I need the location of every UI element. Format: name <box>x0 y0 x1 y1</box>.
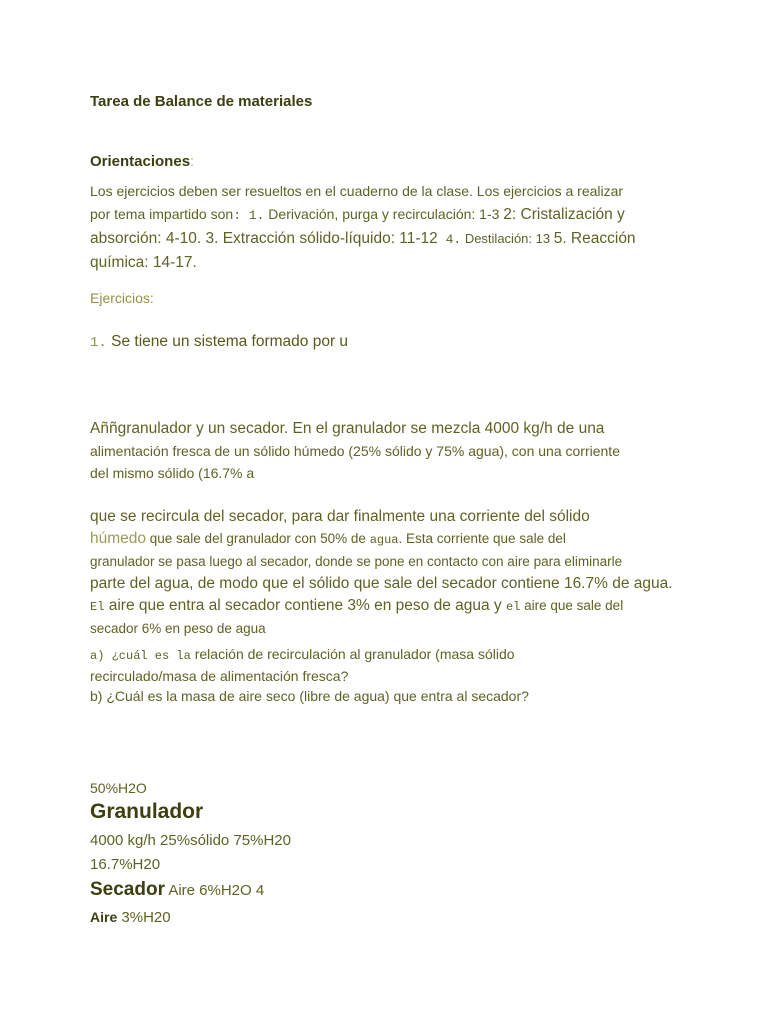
text-fragment: Aire <box>90 909 118 925</box>
diagram-label-secador <box>90 879 264 901</box>
exercise-number: 1. <box>90 335 107 351</box>
exercise-1-paragraph-a <box>90 418 677 484</box>
text-fragment: relación de recirculación al granulador (masa sólido <box>190 646 515 662</box>
text-fragment: Derivación, purga y recirculación: 1-3 <box>264 206 504 222</box>
orientaciones-label: Orientaciones <box>90 153 191 170</box>
paragraph-line: granulador se pasa luego al secador, donde se pone en contacto con aire para eliminarle <box>90 554 623 569</box>
text-fragment: Secador <box>90 879 165 900</box>
text-fragment: Aire 6%H2O 4 <box>164 882 265 899</box>
document-title: Tarea de Balance de materiales <box>90 93 313 110</box>
text-fragment: El <box>90 600 105 614</box>
question-a-cont: recirculado/masa de alimentación fresca? <box>90 668 349 684</box>
diagram-label-16-7-h2o: 16.7%H20 <box>90 856 161 873</box>
text-fragment: . Esta corriente que sale del <box>398 531 566 546</box>
orientaciones-line-4: química: 14-17. <box>90 254 197 271</box>
diagram-label-aire <box>90 909 171 926</box>
text-fragment: : 1. <box>233 208 265 223</box>
orientaciones-colon: : <box>190 153 195 170</box>
text-fragment: Destilación: 13 <box>461 231 554 246</box>
paragraph-line: parte del agua, de modo que el sólido que sale del secador contiene 16.7% de agua. <box>90 575 673 592</box>
orientaciones-line-1: Los ejercicios deben ser resueltos en el cuaderno de la clase. Los ejercicios a realizar <box>90 183 624 199</box>
text-fragment: aire que sale del <box>520 598 624 613</box>
paragraph-line <box>90 528 677 551</box>
text-fragment: que sale del granulador con 50% de <box>146 531 370 546</box>
paragraph-line: secador 6% en peso de agua <box>90 621 266 636</box>
paragraph-line <box>90 595 677 618</box>
text-fragment: por tema impartido son <box>90 206 234 222</box>
diagram-label-granulador: Granulador <box>90 800 204 823</box>
text-fragment: absorción: 4-10. 3. Extracción sólido-líquido: 11-12 <box>90 230 438 247</box>
orientaciones-line-3 <box>90 227 680 251</box>
text-fragment: 3%H20 <box>117 909 171 926</box>
question-a <box>90 644 680 666</box>
ejercicios-label: Ejercicios: <box>90 290 154 306</box>
text-fragment: 4. <box>437 232 462 247</box>
text-fragment: a) ¿cuál es la <box>90 649 191 663</box>
text-fragment: 5. Reacción <box>553 230 636 247</box>
exercise-1-intro <box>90 333 348 351</box>
diagram-label-feed: 4000 kg/h 25%sólido 75%H20 <box>90 832 291 849</box>
questions <box>90 644 680 706</box>
orientaciones-heading <box>90 153 194 170</box>
text-fragment: 2: Cristalización y <box>503 206 625 223</box>
text-fragment: agua <box>369 533 399 547</box>
text-fragment: húmedo <box>90 530 147 547</box>
exercise-text: Se tiene un sistema formado por u <box>106 333 349 350</box>
text-fragment: aire que entra al secador contiene 3% en peso de agua y <box>104 597 506 614</box>
orientaciones-paragraph <box>90 180 680 274</box>
paragraph-line: alimentación fresca de un sólido húmedo (25% sólido y 75% agua), con una corriente <box>90 443 620 459</box>
exercise-1-paragraph-b <box>90 506 677 640</box>
orientaciones-line-2 <box>90 203 680 227</box>
paragraph-line: que se recircula del secador, para dar finalmente una corriente del sólido <box>90 508 590 525</box>
text-fragment: el <box>505 600 521 614</box>
diagram-label-50-h2o: 50%H2O <box>90 780 147 796</box>
question-b: b) ¿Cuál es la masa de aire seco (libre de agua) que entra al secador? <box>90 688 529 704</box>
paragraph-line: del mismo sólido (16.7% a <box>90 465 255 481</box>
paragraph-line: Aññgranulador y un secador. En el granulador se mezcla 4000 kg/h de una <box>90 420 605 437</box>
